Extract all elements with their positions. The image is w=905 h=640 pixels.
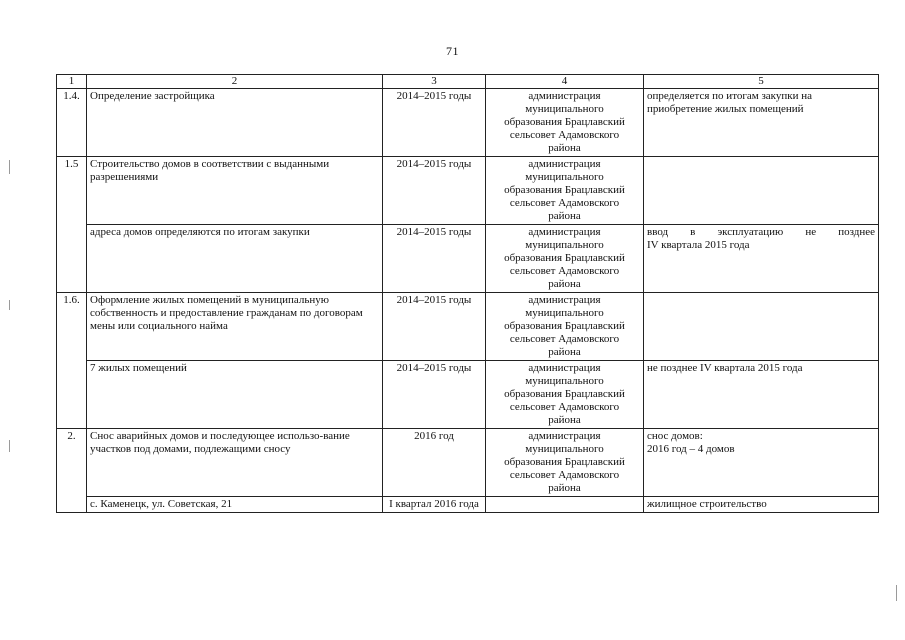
executor-line: муниципального [525, 171, 604, 183]
row-item: Снос аварийных домов и последующее использо-вание участков под домами, подлежащими сносу [87, 429, 383, 497]
executor-line: муниципального [525, 443, 604, 455]
row-item: с. Каменецк, ул. Советская, 21 [87, 497, 383, 513]
column-header: 5 [644, 75, 879, 89]
table-row [57, 293, 879, 361]
executor-line: образования Брацлавский [504, 320, 625, 332]
row-result [644, 225, 879, 293]
row-executor [486, 157, 644, 225]
executor-line: образования Брацлавский [504, 252, 625, 264]
executor-line: администрация [528, 90, 601, 102]
table-row [57, 361, 879, 429]
row-item: 7 жилых помещений [87, 361, 383, 429]
table-row [57, 429, 879, 497]
executor-line: образования Брацлавский [504, 388, 625, 400]
row-period: 2014–2015 годы [383, 361, 486, 429]
executor-line: администрация [528, 430, 601, 442]
result-line: не позднее IV квартала 2015 года [647, 362, 803, 374]
scan-mark [9, 300, 10, 310]
executor-line: администрация [528, 294, 601, 306]
row-result [644, 361, 879, 429]
row-executor [486, 89, 644, 157]
result-line: IV квартала 2015 года [647, 239, 750, 251]
result-line: 2016 год – 4 домов [647, 443, 735, 455]
executor-line: муниципального [525, 239, 604, 251]
row-number: 1.5 [57, 157, 87, 293]
result-line: снос домов: [647, 430, 703, 442]
row-period: 2014–2015 годы [383, 89, 486, 157]
executor-line: района [548, 414, 581, 426]
executor-line: муниципального [525, 375, 604, 387]
executor-line: района [548, 278, 581, 290]
executor-line: сельсовет Адамовского [509, 469, 620, 481]
row-item: Определение застройщика [87, 89, 383, 157]
result-line: приобретение жилых помещений [647, 103, 804, 115]
program-table [56, 74, 879, 513]
executor-line: района [548, 142, 581, 154]
row-number: 1.4. [57, 89, 87, 157]
row-item: Строительство домов в соответствии с выданными разрешениями [87, 157, 383, 225]
row-item: адреса домов определяются по итогам закупки [87, 225, 383, 293]
row-number: 2. [57, 429, 87, 513]
row-item: Оформление жилых помещений в муниципальную собственность и предоставление гражданам по договорам мены или социального найма [87, 293, 383, 361]
row-result [644, 429, 879, 497]
executor-line: района [548, 210, 581, 222]
row-result [644, 497, 879, 513]
result-line: ввод в эксплуатацию не позднее [647, 226, 875, 238]
table-row [57, 157, 879, 225]
page-number: 71 [446, 44, 459, 58]
table-header-row [57, 75, 879, 89]
executor-line: района [548, 482, 581, 494]
row-result [644, 89, 879, 157]
scan-mark [9, 160, 10, 174]
result-line: определяется по итогам закупки на [647, 90, 813, 102]
row-executor [486, 225, 644, 293]
executor-line: сельсовет Адамовского [509, 333, 620, 345]
executor-line: администрация [528, 362, 601, 374]
row-result [644, 157, 879, 225]
column-header: 1 [57, 75, 87, 89]
executor-line: сельсовет Адамовского [509, 265, 620, 277]
scan-mark [9, 440, 10, 452]
executor-line: сельсовет Адамовского [509, 197, 620, 209]
row-result [644, 293, 879, 361]
executor-line: муниципального [525, 103, 604, 115]
executor-line: администрация [528, 158, 601, 170]
executor-line: администрация [528, 226, 601, 238]
row-period: 2016 год [383, 429, 486, 497]
executor-line: образования Брацлавский [504, 116, 625, 128]
scan-mark [896, 585, 897, 601]
row-period: I квартал 2016 года [383, 497, 486, 513]
column-header: 2 [87, 75, 383, 89]
row-executor [486, 429, 644, 497]
row-period: 2014–2015 годы [383, 157, 486, 225]
column-header: 3 [383, 75, 486, 89]
table-row [57, 225, 879, 293]
result-line: жилищное строительство [647, 498, 767, 510]
table-row [57, 497, 879, 513]
executor-line: образования Брацлавский [504, 456, 625, 468]
column-header: 4 [486, 75, 644, 89]
executor-line: района [548, 346, 581, 358]
row-number: 1.6. [57, 293, 87, 429]
row-period: 2014–2015 годы [383, 293, 486, 361]
row-executor [486, 361, 644, 429]
executor-line: сельсовет Адамовского [509, 401, 620, 413]
executor-line: образования Брацлавский [504, 184, 625, 196]
row-period: 2014–2015 годы [383, 225, 486, 293]
row-executor [486, 293, 644, 361]
executor-line: сельсовет Адамовского [509, 129, 620, 141]
table-row [57, 89, 879, 157]
row-executor [486, 497, 644, 513]
executor-line: муниципального [525, 307, 604, 319]
